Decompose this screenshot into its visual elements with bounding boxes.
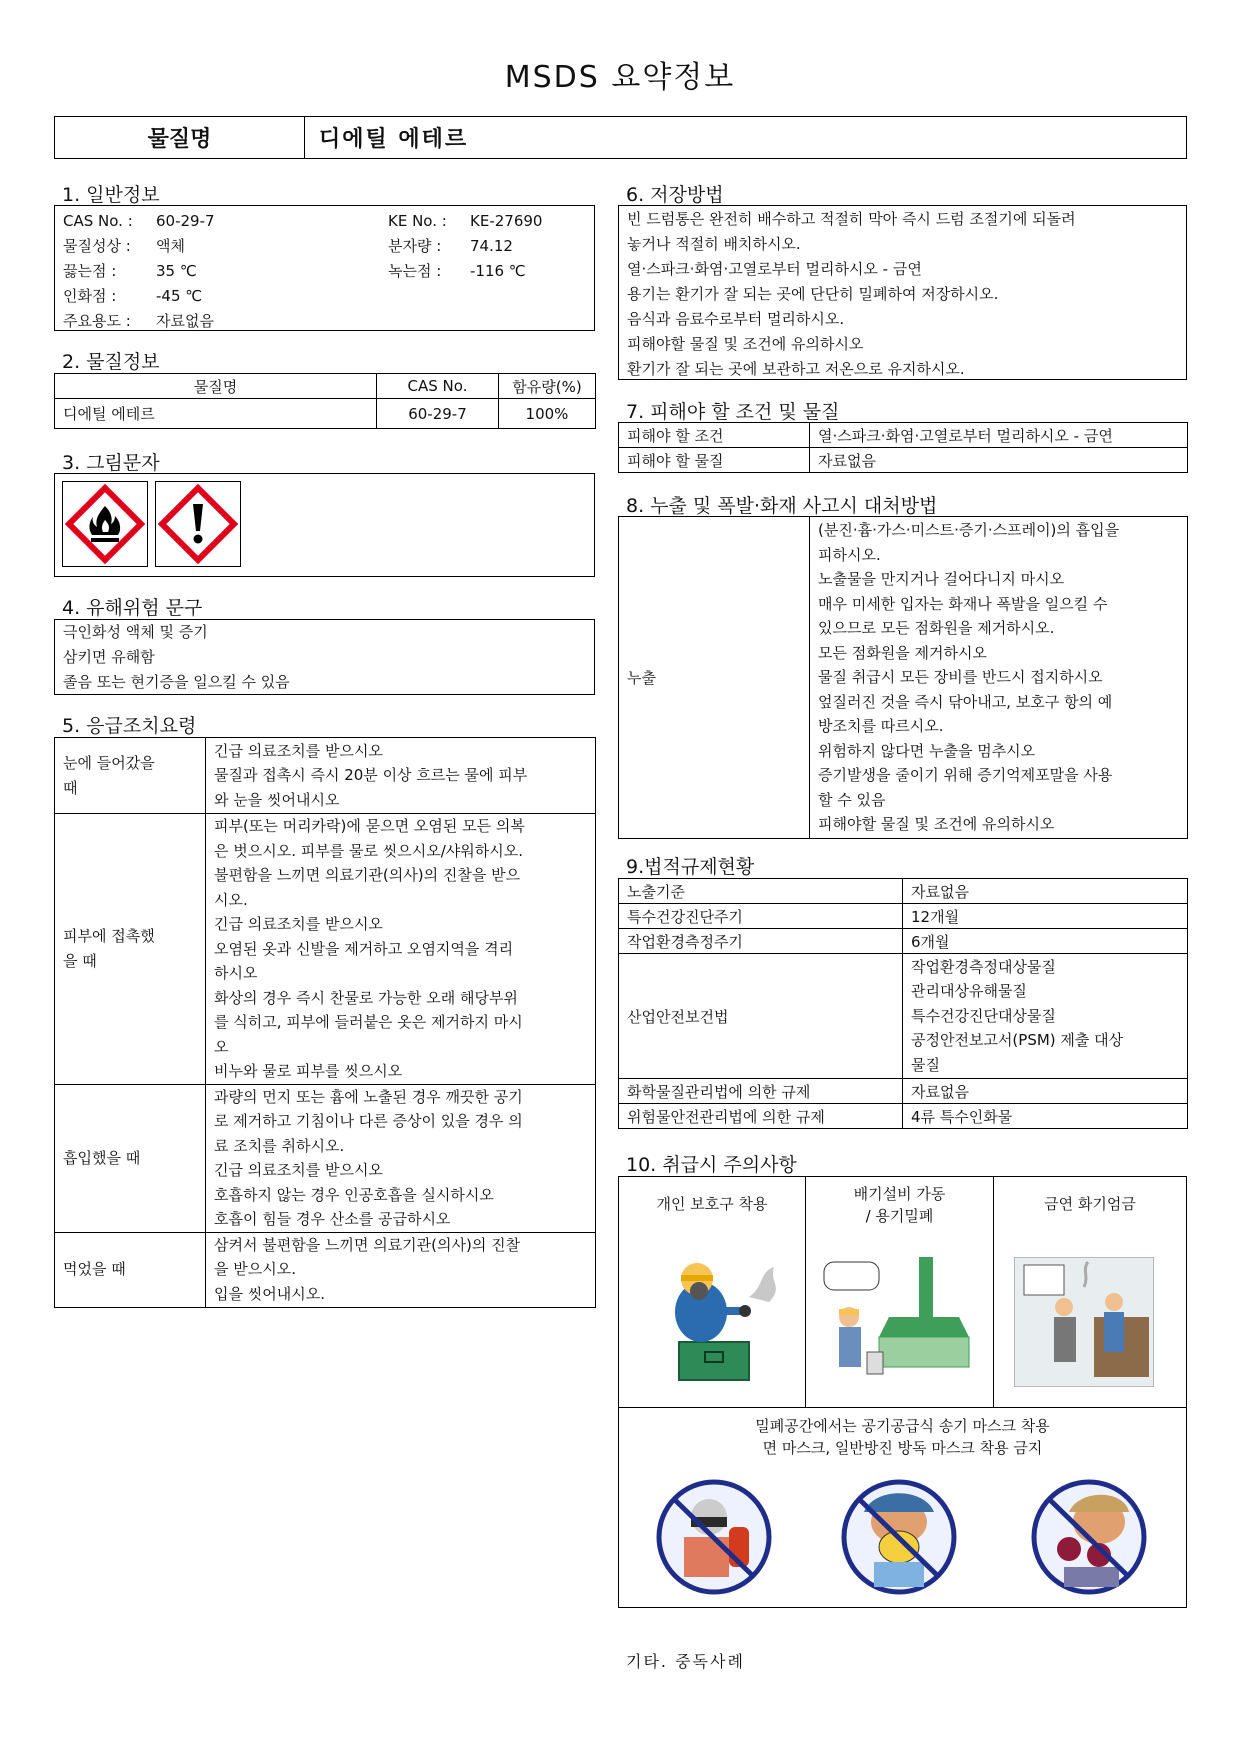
ventilation-label: 배기설비 가동 / 용기밀폐 — [853, 1185, 946, 1225]
skin-label: 피부에 접촉했 을 때 — [55, 814, 206, 1085]
storage-line: 빈 드럼통은 완전히 배수하고 적절히 막아 즉시 드럼 조절기에 되돌려 — [627, 210, 1076, 228]
ppe-worker-illustration-icon — [639, 1257, 789, 1387]
leak-label: 누출 — [619, 517, 810, 839]
storage-line: 열·스파크·화염·고열로부터 멀리하시오 - 금연 — [627, 260, 922, 278]
avoid-table — [618, 422, 1188, 473]
avoid-condition-value: 열·스파크·화염·고열로부터 멀리하시오 - 금연 — [810, 423, 1188, 448]
eye-label: 눈에 들어갔을 때 — [55, 738, 206, 814]
cell-name: 디에틸 에테르 — [55, 399, 377, 429]
cas-label: CAS No. : — [63, 211, 133, 230]
avoid-material-label: 피해야 할 물질 — [619, 448, 810, 473]
inhale-instructions: 과량의 먼지 또는 흄에 노출된 경우 깨끗한 공기 로 제거하고 기침이나 다른 증상이 있을 경우 의 료 조치를 취하시오. 긴급 의료조치를 받으시오 호흡하지 않는 경우 인공호흡을 실시하시오 호흡이 힘들 경우 산소를 공급하시오 — [206, 1084, 596, 1232]
section-8-heading: 8. 누출 및 폭발·화재 사고시 대처방법 — [626, 495, 938, 517]
exhaust-ventilation-illustration-icon — [819, 1257, 979, 1387]
handling-box — [618, 1176, 1187, 1608]
reg-label: 특수건강진단주기 — [619, 904, 903, 929]
avoid-condition-label: 피해야 할 조건 — [619, 423, 810, 448]
storage-line: 용기는 환기가 잘 되는 곳에 단단히 밀폐하여 저장하시오. — [627, 285, 999, 303]
state-value: 액체 — [156, 237, 185, 255]
substance-label: 물질명 — [55, 117, 305, 158]
bp-value: 35 ℃ — [156, 261, 197, 280]
mw-value: 74.12 — [470, 236, 513, 255]
reg-value: 자료없음 — [903, 879, 1188, 904]
storage-box — [618, 205, 1187, 380]
no-smoking-label: 금연 화기엄금 — [1044, 1195, 1136, 1213]
reg-value-list: 작업환경측정대상물질 관리대상유해물질 특수건강진단대상물질 공정안전보고서(PSM) 제출 대상 물질 — [903, 954, 1188, 1079]
mp-value: -116 ℃ — [470, 261, 526, 280]
no-smoking-illustration-icon — [1014, 1257, 1154, 1387]
storage-line: 피해야할 물질 및 조건에 유의하시오 — [627, 335, 864, 353]
hazard-statements-box — [54, 619, 595, 695]
fp-value: -45 ℃ — [156, 286, 203, 305]
reg-value: 4류 특수인화물 — [903, 1104, 1188, 1129]
mw-label: 분자량 : — [388, 237, 442, 255]
substance-info-table — [54, 373, 596, 429]
use-label: 주요용도 : — [63, 312, 131, 330]
storage-line: 음식과 음료수로부터 멀리하시오. — [627, 310, 845, 328]
page-title: MSDS 요약정보 — [504, 60, 736, 95]
first-aid-table — [54, 737, 596, 1308]
section-7-heading: 7. 피해야 할 조건 및 물질 — [626, 401, 840, 423]
cell-cas: 60-29-7 — [377, 399, 499, 429]
use-value: 자료없음 — [156, 312, 214, 330]
avoid-material-value: 자료없음 — [810, 448, 1188, 473]
prohibited-mask-1-icon — [649, 1477, 779, 1597]
mp-label: 녹는점 : — [388, 262, 442, 280]
col-header-content: 함유량(%) — [499, 374, 596, 399]
general-info-box — [54, 205, 595, 331]
state-label: 물질성상 : — [63, 237, 131, 255]
ke-value: KE-27690 — [470, 211, 543, 230]
prohibited-mask-3-icon — [1024, 1477, 1154, 1597]
ingest-instructions: 삼켜서 불편함을 느끼면 의료기관(의사)의 진찰 을 받으시오. 입을 씻어내시오. — [206, 1232, 596, 1307]
section-9-heading: 9.법적규제현황 — [626, 856, 755, 878]
mask-requirement-text: 밀폐공간에서는 공기공급식 송기 마스크 착용 면 마스크, 일반방진 방독 마스크 착용 금지 — [755, 1417, 1050, 1457]
hazard-line: 졸음 또는 현기증을 일으킬 수 있음 — [63, 673, 290, 691]
exclamation-pictogram-icon — [155, 481, 241, 567]
fp-label: 인화점 : — [63, 287, 117, 305]
storage-line: 환기가 잘 되는 곳에 보관하고 저온으로 유지하시오. — [627, 360, 965, 378]
reg-value: 12개월 — [903, 904, 1188, 929]
hazard-line: 극인화성 액체 및 증기 — [63, 623, 208, 641]
inhale-label: 흡입했을 때 — [55, 1084, 206, 1232]
col-header-cas: CAS No. — [377, 374, 499, 399]
section-4-heading: 4. 유해위험 문구 — [62, 597, 203, 619]
ppe-label: 개인 보호구 착용 — [656, 1195, 768, 1213]
reg-value: 6개월 — [903, 929, 1188, 954]
hazard-line: 삼키면 유해함 — [63, 648, 155, 666]
substance-value: 디에틸 에테르 — [319, 127, 469, 152]
reg-label: 노출기준 — [619, 879, 903, 904]
cas-value: 60-29-7 — [156, 211, 215, 230]
substance-name-box — [54, 116, 1187, 159]
storage-line: 놓거나 적절히 배치하시오. — [627, 235, 801, 253]
section-6-heading: 6. 저장방법 — [626, 184, 724, 206]
leak-instructions: (분진·흄·가스·미스트·증기·스프레이)의 흡입을 피하시오. 노출물을 만지거나 걸어다니지 마시오 매우 미세한 입자는 화재나 폭발을 일으킬 수 있으므로 모든 점화원을 제거하시오. 모든 점화원을 제거하시오 물질 취급시 모든 장비를 반드시 접지하시오 엎질러진 것을 즉시 닦아내고, 보호구 항의 예 방조치를 따르시오. 위험하지 않다면 누출을 멈추시오 증기발생을 줄이기 위해 증기억제포말을 사용 할 수 있음 피해야할 물질 및 조건에 유의하시오 — [810, 517, 1188, 839]
reg-label: 위험물안전관리법에 의한 규제 — [619, 1104, 903, 1129]
section-5-heading: 5. 응급조치요령 — [62, 715, 197, 737]
ke-label: KE No. : — [388, 211, 447, 230]
reg-label: 산업안전보건법 — [619, 954, 903, 1079]
section-1-heading: 1. 일반정보 — [62, 184, 160, 206]
eye-instructions: 긴급 의료조치를 받으시오 물질과 접촉시 즉시 20분 이상 흐르는 물에 피부 와 눈을 씻어내시오 — [206, 738, 596, 814]
section-10-heading: 10. 취급시 주의사항 — [626, 1154, 797, 1176]
section-3-heading: 3. 그림문자 — [62, 452, 160, 474]
flame-pictogram-icon — [62, 481, 148, 567]
bp-label: 끓는점 : — [63, 262, 117, 280]
leak-table — [618, 516, 1188, 839]
col-header-name: 물질명 — [55, 374, 377, 399]
footer-note: 기타. 중독사례 — [626, 1652, 745, 1671]
reg-label: 화학물질관리법에 의한 규제 — [619, 1079, 903, 1104]
skin-instructions: 피부(또는 머리카락)에 묻으면 오염된 모든 의복 은 벗으시오. 피부를 물로 씻으시오/샤워하시오. 불편함을 느끼면 의료기관(의사)의 진찰을 받으 시오. 긴급 의료조치를 받으시오 오염된 옷과 신발을 제거하고 오염지역을 격리 하시오 화상의 경우 즉시 찬물로 가능한 오래 해당부위 를 식히고, 피부에 들러붙은 옷은 제거하지 마시 오 비누와 물로 피부를 씻으시오 — [206, 814, 596, 1085]
cell-content: 100% — [499, 399, 596, 429]
section-2-heading: 2. 물질정보 — [62, 351, 160, 373]
reg-label: 작업환경측정주기 — [619, 929, 903, 954]
ingest-label: 먹었을 때 — [55, 1232, 206, 1307]
regulation-table — [618, 878, 1188, 1129]
reg-value: 자료없음 — [903, 1079, 1188, 1104]
prohibited-mask-2-icon — [834, 1477, 964, 1597]
